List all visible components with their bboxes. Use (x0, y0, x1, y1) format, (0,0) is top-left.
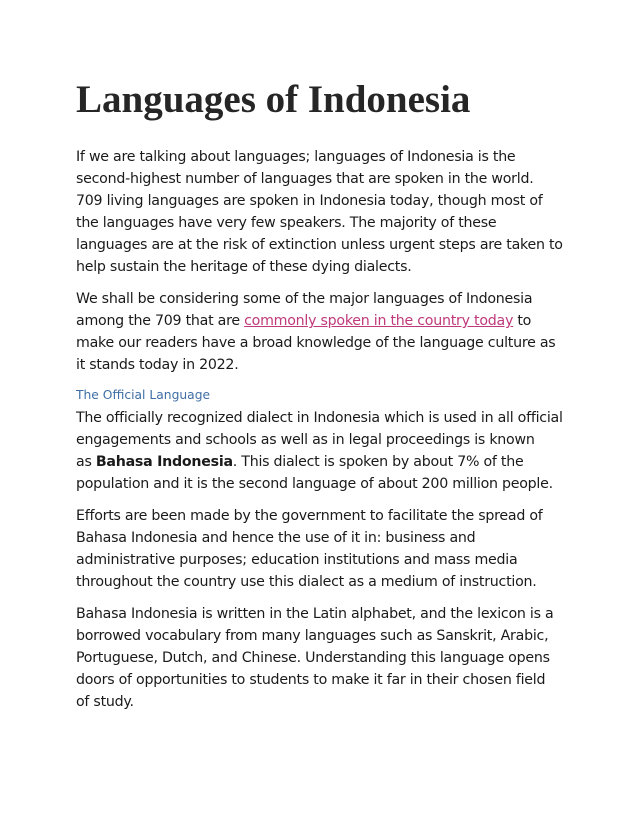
overview-paragraph (76, 288, 566, 376)
text-line: Efforts are been made by the government to facilitate the spread of (76, 508, 543, 524)
text-segment: as (76, 454, 96, 470)
text-segment: to (513, 313, 532, 329)
text-line: If we are talking about languages; languages of Indonesia is the (76, 149, 516, 165)
text-line: of study. (76, 694, 134, 710)
text-line: We shall be considering some of the major languages of Indonesia (76, 291, 533, 307)
text-segment: among the 709 that are (76, 313, 245, 329)
text-line: borrowed vocabulary from many languages such as Sanskrit, Arabic, (76, 628, 549, 644)
text-line: it stands today in 2022. (76, 357, 239, 373)
text-line: 709 living languages are spoken in Indonesia today, though most of (76, 193, 543, 209)
intro-paragraph (76, 146, 566, 278)
text-line: The officially recognized dialect in Indonesia which is used in all official (76, 410, 563, 426)
text-line: make our readers have a broad knowledge of the language culture as (76, 335, 556, 351)
text-line: Portuguese, Dutch, and Chinese. Understanding this language opens (76, 650, 550, 666)
text-line: Bahasa Indonesia is written in the Latin alphabet, and the lexicon is a (76, 606, 554, 622)
alphabet-paragraph (76, 603, 566, 713)
text-line (76, 451, 566, 473)
text-line: the languages have very few speakers. The majority of these (76, 215, 497, 231)
text-line: doors of opportunities to students to make it far in their chosen field (76, 672, 546, 688)
text-line: engagements and schools as well as in legal proceedings is known (76, 432, 535, 448)
text-line: second-highest number of languages that are spoken in the world. (76, 171, 534, 187)
commonly-spoken-link[interactable]: commonly spoken in the country today (244, 313, 514, 329)
text-line (76, 310, 566, 332)
text-segment: . This dialect is spoken by about 7% of the (232, 454, 524, 470)
section-heading: The Official Language (76, 388, 211, 402)
text-line: throughout the country use this dialect as a medium of instruction. (76, 574, 537, 590)
text-line: population and it is the second language of about 200 million people. (76, 476, 553, 492)
bold-term: Bahasa Indonesia (95, 454, 233, 470)
official-language-paragraph (76, 407, 566, 495)
text-line: help sustain the heritage of these dying dialects. (76, 259, 412, 275)
document-page (76, 76, 566, 723)
efforts-paragraph (76, 505, 566, 593)
page-title: Languages of Indonesia (76, 78, 471, 121)
text-line: Bahasa Indonesia and hence the use of it in: business and (76, 530, 476, 546)
text-line: languages are at the risk of extinction unless urgent steps are taken to (76, 237, 563, 253)
text-line: administrative purposes; education institutions and mass media (76, 552, 518, 568)
